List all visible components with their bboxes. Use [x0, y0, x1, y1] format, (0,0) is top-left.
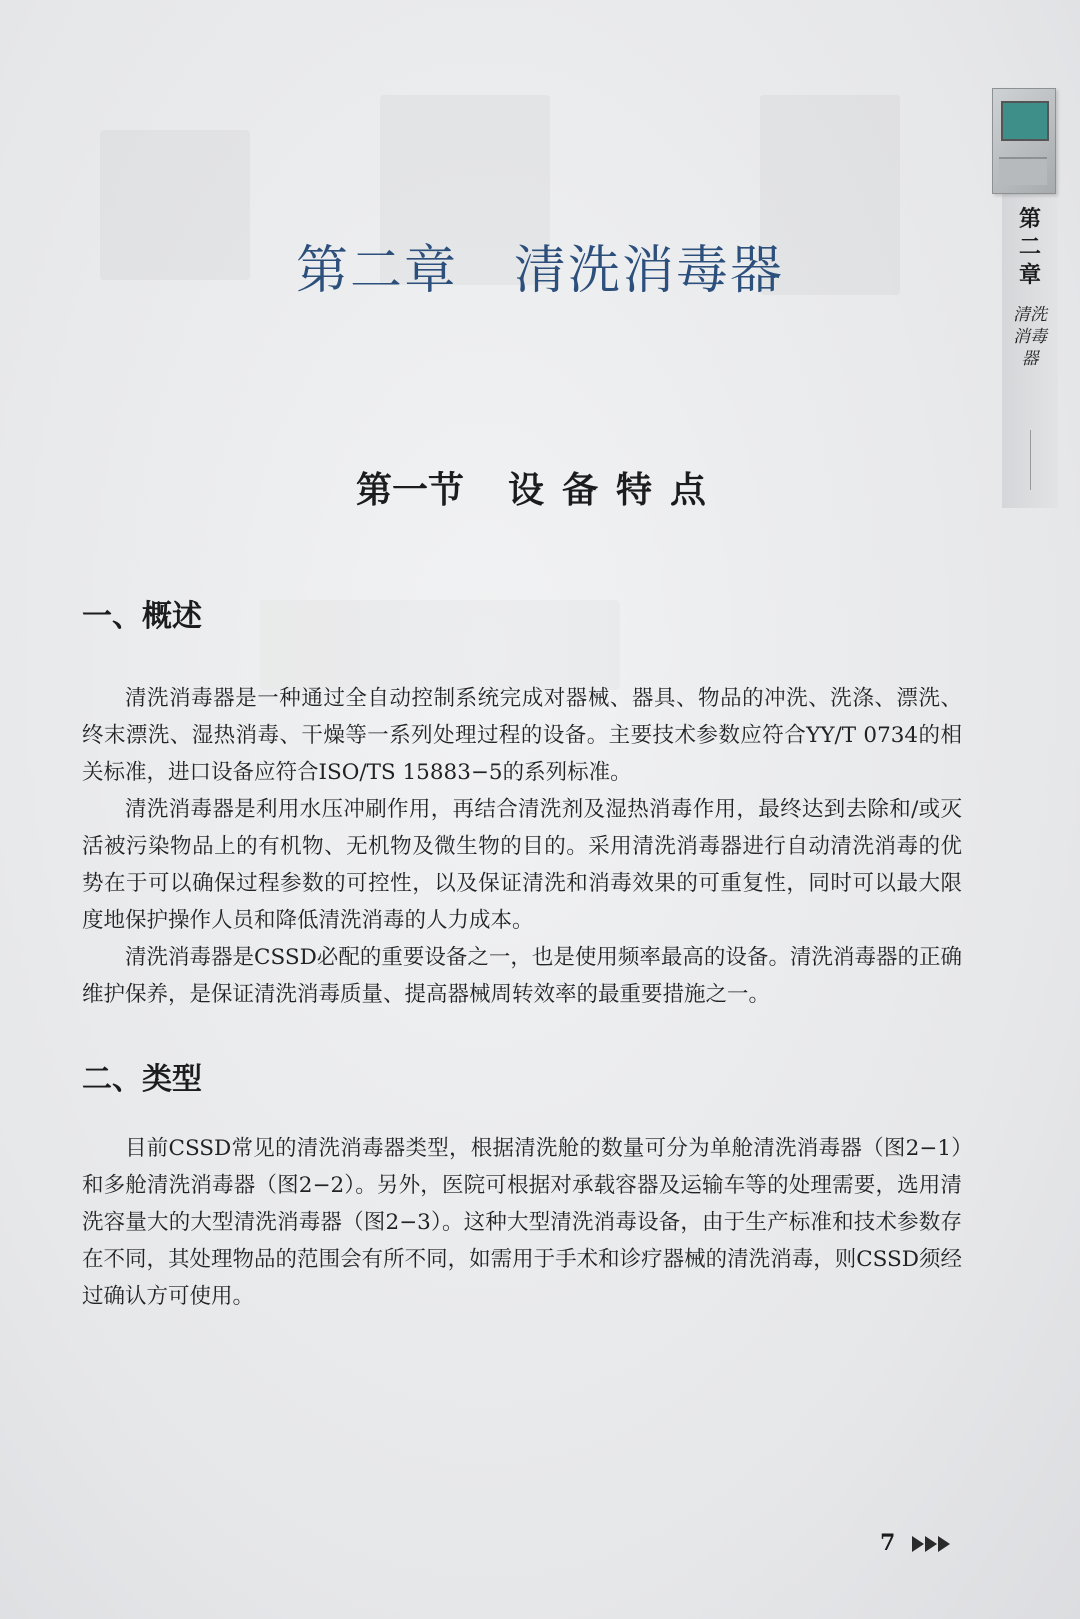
page-number: 7 — [880, 1530, 896, 1556]
side-tab-chapter: 第二章 — [1018, 207, 1041, 288]
side-tab-name: 清洗消毒器 — [1013, 305, 1047, 369]
section-name: 设备特点 — [508, 470, 725, 511]
paragraph: 清洗消毒器是一种通过全自动控制系统完成对器械、器具、物品的冲洗、洗涤、漂洗、终末漂洗、湿热消毒、干燥等一系列处理过程的设备。主要技术参数应符合YY/T 0734的相关标准，进口设备应符合ISO/TS 15883−5的系列标准。 — [82, 686, 962, 785]
bleed-through-shape — [260, 600, 620, 690]
chapter-number: 第二章 — [295, 241, 458, 301]
page-arrows-icon — [912, 1536, 951, 1552]
section-number: 第一节 — [355, 470, 464, 511]
thumbnail-window — [1001, 101, 1049, 141]
chapter-title — [0, 228, 1080, 303]
paragraph: 目前CSSD常见的清洗消毒器类型，根据清洗舱的数量可分为单舱清洗消毒器（图2−1）和多舱清洗消毒器（图2−2）。另外，医院可根据对承载容器及运输车等的处理需要，选用清洗容量大的大型清洗消毒器（图2−3）。这种大型清洗消毒设备，由于生产标准和技术参数存在不同，其处理物品的范围会有所不同，如需用于手术和诊疗器械的清洗消毒，则CSSD须经过确认方可使用。 — [82, 1136, 962, 1309]
paragraph: 清洗消毒器是CSSD必配的重要设备之一，也是使用频率最高的设备。清洗消毒器的正确维护保养，是保证清洗消毒质量、提高器械周转效率的最重要措施之一。 — [82, 945, 962, 1007]
section-title — [0, 462, 1080, 513]
washer-disinfector-thumbnail — [992, 88, 1056, 194]
heading-overview: 一、概述 — [82, 599, 202, 634]
heading-types: 二、类型 — [82, 1062, 202, 1097]
chapter-name: 清洗消毒器 — [514, 241, 785, 301]
paragraph: 清洗消毒器是利用水压冲刷作用，再结合清洗剂及湿热消毒作用，最终达到去除和/或灭活被污染物品上的有机物、无机物及微生物的目的。采用清洗消毒器进行自动清洗消毒的优势在于可以确保过程参数的可控性，以及保证清洗和消毒效果的可重复性，同时可以最大限度地保护操作人员和降低清洗消毒的人力成本。 — [82, 797, 962, 933]
thumbnail-base — [999, 157, 1047, 185]
